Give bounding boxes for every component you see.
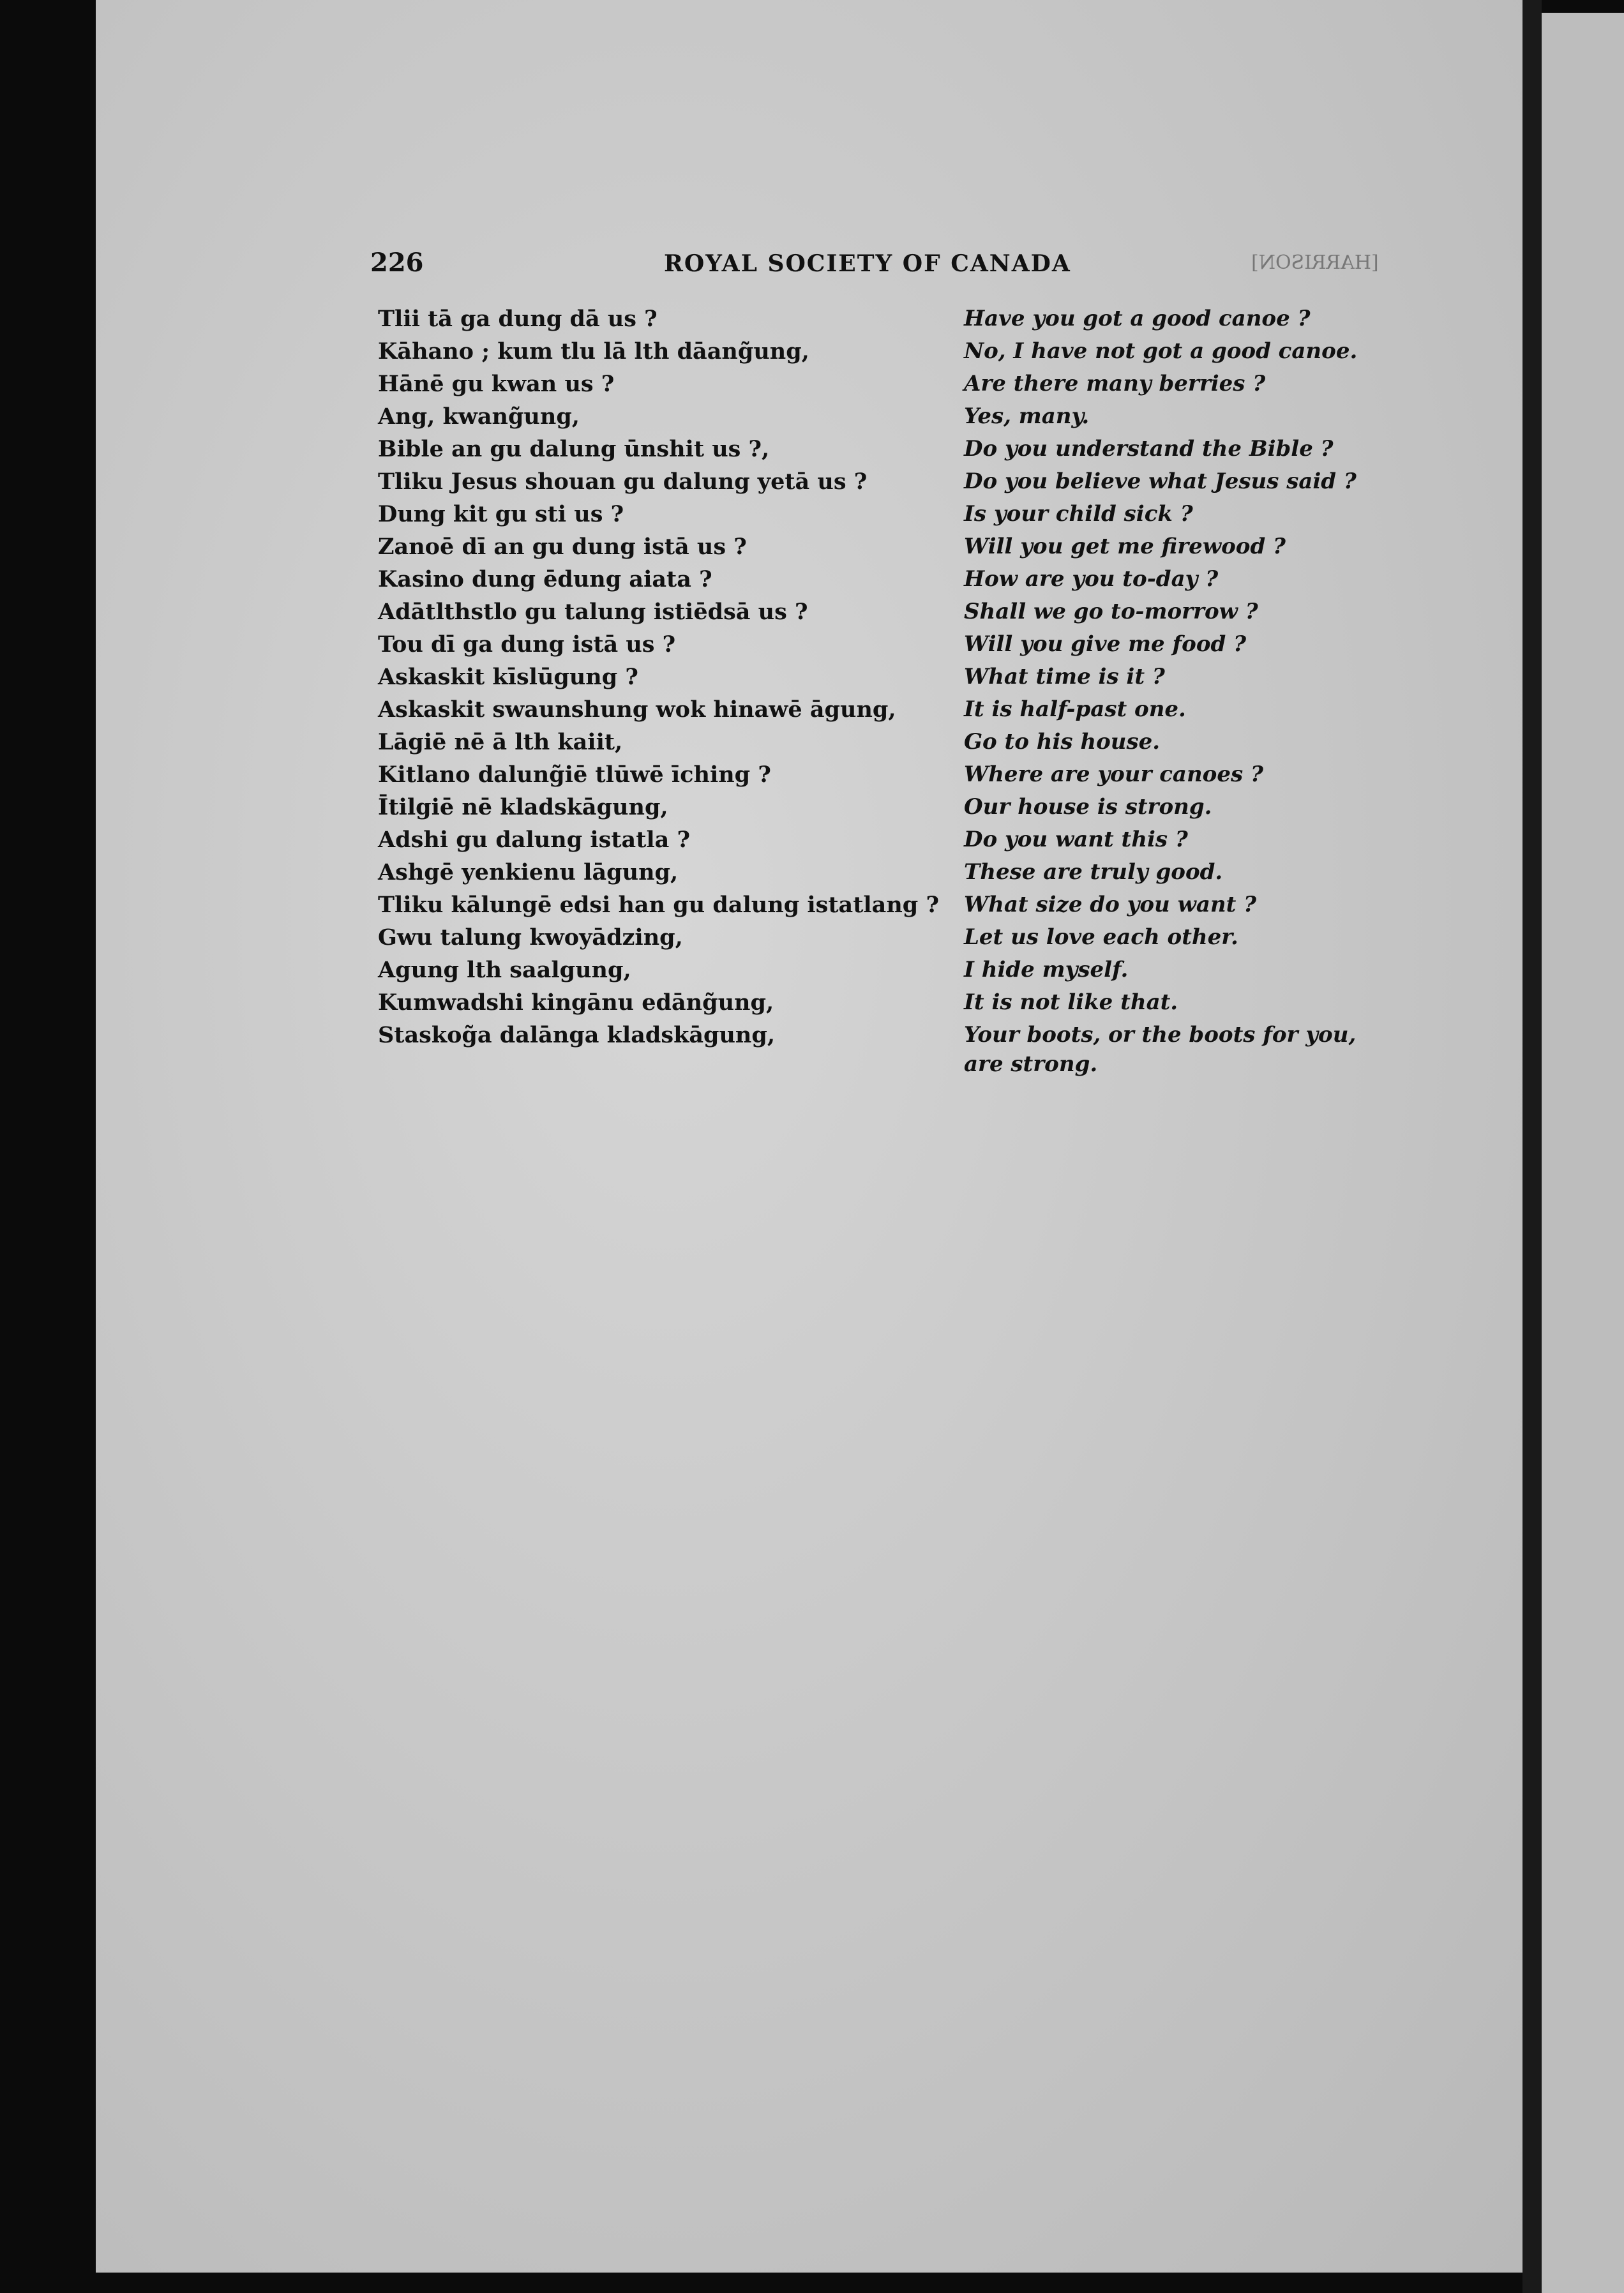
english-translation-line: Will you give me food ? bbox=[964, 631, 1247, 657]
haida-phrase-line: Kāhano ; kum tlu lā lth dāang̃ung, bbox=[378, 338, 809, 365]
haida-phrase-line: Kitlano dalung̃iē tlūwē īching ? bbox=[378, 762, 771, 788]
english-translation-line: Do you want this ? bbox=[964, 827, 1188, 852]
running-head: ROYAL SOCIETY OF CANADA bbox=[664, 250, 1071, 277]
english-translations-column bbox=[964, 303, 1385, 1079]
bleed-through-section-mark: [HARRISON] bbox=[1251, 252, 1379, 274]
adjacent-page-edge bbox=[1542, 13, 1624, 2293]
haida-phrase-line: Kasino dung ēdung aiata ? bbox=[378, 566, 712, 592]
haida-phrase-line: Tlii tā ga dung dā us ? bbox=[378, 306, 658, 332]
english-translation-line: It is half-past one. bbox=[964, 696, 1186, 722]
page-header bbox=[370, 248, 1379, 280]
haida-phrase-line: Tliku kālungē edsi han gu dalung istatlang ? bbox=[378, 892, 939, 918]
haida-phrase-line: Adātlthstlo gu talung istiēdsā us ? bbox=[378, 599, 808, 625]
english-translation-line: No, I have not got a good canoe. bbox=[964, 338, 1358, 364]
haida-phrase-line: Hānē gu kwan us ? bbox=[378, 371, 615, 397]
english-translation-line: Are there many berries ? bbox=[964, 371, 1266, 396]
english-translation-line: Yes, many. bbox=[964, 403, 1090, 429]
page-gutter bbox=[1522, 0, 1542, 2293]
haida-phrase-line: Tou dī ga dung istā us ? bbox=[378, 631, 676, 658]
english-translation-line: Where are your canoes ? bbox=[964, 762, 1263, 787]
haida-phrase-line: Askaskit kīslūgung ? bbox=[378, 664, 638, 690]
english-translation-line: Go to his house. bbox=[964, 729, 1161, 755]
english-translation-line: Will you get me firewood ? bbox=[964, 534, 1286, 559]
haida-phrase-line: Ītilgiē nē kladskāgung, bbox=[378, 794, 668, 820]
haida-phrase-line: Askaskit swaunshung wok hinawē āgung, bbox=[378, 696, 896, 723]
page-number: 226 bbox=[370, 248, 424, 278]
haida-phrase-line: Kumwadshi kingānu edāng̃ung, bbox=[378, 989, 774, 1016]
english-translation-line: Have you got a good canoe ? bbox=[964, 306, 1311, 331]
english-translation-line: Do you understand the Bible ? bbox=[964, 436, 1334, 462]
english-translation-line: Let us love each other. bbox=[964, 924, 1238, 950]
haida-phrase-line: Bible an gu dalung ūnshit us ?, bbox=[378, 436, 770, 462]
haida-phrase-line: Dung kit gu sti us ? bbox=[378, 501, 624, 527]
english-translation-line: Your boots, or the boots for you, are strong. bbox=[964, 1022, 1357, 1077]
haida-phrase-line: Gwu talung kwoyādzing, bbox=[378, 924, 683, 951]
haida-phrase-line: Staskog̃a dalānga kladskāgung, bbox=[378, 1022, 776, 1048]
haida-phrase-line: Tliku Jesus shouan gu dalung yetā us ? bbox=[378, 469, 868, 495]
haida-phrases-column bbox=[378, 303, 965, 1051]
english-translation-line: Our house is strong. bbox=[964, 794, 1212, 820]
haida-phrase-line: Adshi gu dalung istatla ? bbox=[378, 827, 691, 853]
english-translation-line: I hide myself. bbox=[964, 957, 1129, 982]
english-translation-line: How are you to-day ? bbox=[964, 566, 1219, 592]
english-translation-line: What size do you want ? bbox=[964, 892, 1257, 917]
haida-phrase-line: Lāgiē nē ā lth kaiit, bbox=[378, 729, 623, 755]
haida-phrase-line: Agung lth saalgung, bbox=[378, 957, 631, 983]
english-translation-line: Do you believe what Jesus said ? bbox=[964, 469, 1357, 494]
english-translation-line: These are truly good. bbox=[964, 859, 1223, 885]
english-translation-line: It is not like that. bbox=[964, 989, 1178, 1015]
haida-phrase-line: Zanoē dī an gu dung istā us ? bbox=[378, 534, 747, 560]
haida-phrase-line: Ang, kwang̃ung, bbox=[378, 403, 580, 430]
english-translation-line: Shall we go to-morrow ? bbox=[964, 599, 1258, 624]
english-translation-line: Is your child sick ? bbox=[964, 501, 1193, 527]
haida-phrase-line: Ashgē yenkienu lāgung, bbox=[378, 859, 679, 885]
english-translation-line: What time is it ? bbox=[964, 664, 1165, 689]
